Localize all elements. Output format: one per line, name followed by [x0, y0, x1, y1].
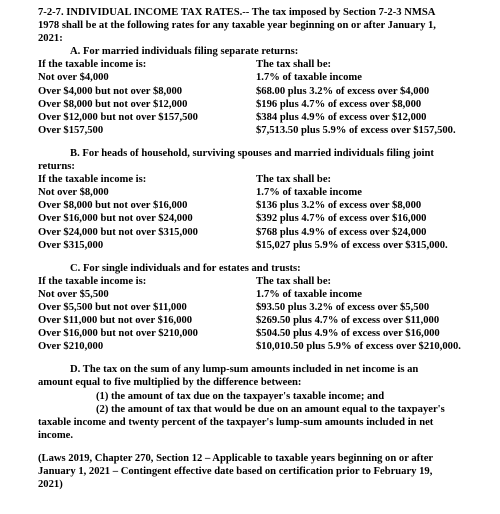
rate-row [38, 98, 482, 111]
income-bracket: Over $4,000 but not over $8,000 [38, 85, 183, 97]
income-bracket: Not over $8,000 [38, 187, 109, 199]
section-d-item-1: (1) the amount of tax due on the taxpayer's taxable income; and [96, 390, 385, 402]
tax-formula: 1.7% of taxable income [256, 288, 362, 300]
spacer [38, 353, 482, 363]
rate-row [38, 327, 482, 340]
section-c-heading: C. For single individuals and for estates and trusts: [70, 262, 301, 274]
spacer [38, 137, 482, 147]
income-column-header: If the taxable income is: [38, 174, 147, 186]
tax-formula: 1.7% of taxable income [256, 72, 362, 84]
rate-row [38, 71, 482, 84]
tax-formula: $68.00 plus 3.2% of excess over $4,000 [256, 85, 430, 97]
rate-row [38, 85, 482, 98]
tax-column-header: The tax shall be: [256, 275, 332, 287]
tax-formula: $196 plus 4.7% of excess over $8,000 [256, 98, 422, 110]
income-bracket: Over $5,500 but not over $11,000 [38, 301, 187, 313]
tax-formula: $269.50 plus 4.7% of excess over $11,000 [256, 315, 440, 327]
rate-row [38, 301, 482, 314]
income-bracket: Over $11,000 but not over $16,000 [38, 315, 193, 327]
intro-line: 7-2-7. INDIVIDUAL INCOME TAX RATES.-- The tax imposed by Section 7-2-3 NMSA [38, 7, 436, 18]
income-bracket: Not over $4,000 [38, 72, 109, 84]
income-bracket: Over $12,000 but not over $157,500 [38, 111, 198, 123]
spacer [38, 252, 482, 262]
income-bracket: Over $24,000 but not over $315,000 [38, 226, 198, 238]
rate-row [38, 111, 482, 124]
rate-row [38, 212, 482, 225]
section-d-text: amount equal to five multiplied by the difference between: [38, 377, 302, 389]
tax-formula: $768 plus 4.9% of excess over $24,000 [256, 226, 427, 238]
section-d-item-2-continued: taxable income and twenty percent of the taxpayer's lump-sum amounts included in net [38, 416, 434, 428]
section-d [38, 363, 482, 442]
section-b-heading: B. For heads of household, surviving spouses and married individuals filing joint [70, 147, 434, 159]
section-d-item-2-continued: income. [38, 429, 74, 441]
tax-formula: $392 plus 4.7% of excess over $16,000 [256, 213, 427, 225]
statute-intro [38, 6, 482, 45]
section-a-heading: A. For married individuals filing separate returns: [70, 46, 299, 58]
tax-formula: $10,010.50 plus 5.9% of excess over $210,000. [256, 341, 461, 353]
income-bracket: Over $157,500 [38, 124, 104, 136]
tax-formula: $384 plus 4.9% of excess over $12,000 [256, 111, 427, 123]
section-a [38, 45, 482, 137]
intro-line: 1978 shall be at the following rates for any taxable year beginning on or after January 1, [38, 20, 436, 32]
section-b [38, 147, 482, 252]
citation-line: 2021) [38, 479, 63, 491]
tax-formula: 1.7% of taxable income [256, 187, 362, 199]
section-b-header-row [38, 173, 482, 186]
intro-line: 2021: [38, 33, 63, 45]
section-c [38, 262, 482, 354]
income-bracket: Over $315,000 [38, 239, 104, 251]
tax-formula: $136 plus 3.2% of excess over $8,000 [256, 200, 422, 212]
tax-formula: $7,513.50 plus 5.9% of excess over $157,500. [256, 124, 456, 136]
rate-row [38, 226, 482, 239]
rate-row [38, 340, 482, 353]
income-bracket: Not over $5,500 [38, 288, 109, 300]
section-c-header-row [38, 275, 482, 288]
rate-row [38, 314, 482, 327]
section-d-item-2: (2) the amount of tax that would be due on an amount equal to the taxpayer's [96, 403, 445, 415]
income-column-header: If the taxable income is: [38, 59, 147, 71]
spacer [38, 442, 482, 452]
section-b-heading-continued: returns: [38, 161, 75, 173]
citation-line: (Laws 2019, Chapter 270, Section 12 – Applicable to taxable years beginning on or after [38, 452, 434, 464]
tax-formula: $504.50 plus 4.9% of excess over $16,000 [256, 328, 440, 340]
income-column-header: If the taxable income is: [38, 275, 147, 287]
rate-row [38, 239, 482, 252]
income-bracket: Over $16,000 but not over $24,000 [38, 213, 193, 225]
section-d-heading: D. The tax on the sum of any lump-sum amounts included in net income is an [70, 364, 419, 376]
income-bracket: Over $8,000 but not over $16,000 [38, 200, 188, 212]
rate-row [38, 186, 482, 199]
tax-formula: $93.50 plus 3.2% of excess over $5,500 [256, 301, 430, 313]
income-bracket: Over $210,000 [38, 341, 104, 353]
tax-formula: $15,027 plus 5.9% of excess over $315,000. [256, 239, 448, 251]
tax-column-header: The tax shall be: [256, 174, 332, 186]
rate-row [38, 199, 482, 212]
citation-line: January 1, 2021 – Contingent effective date based on certification prior to February 19, [38, 466, 433, 477]
rate-row [38, 124, 482, 137]
tax-column-header: The tax shall be: [256, 59, 332, 71]
history-citation [38, 452, 482, 491]
section-a-header-row [38, 58, 482, 71]
rate-row [38, 288, 482, 301]
income-bracket: Over $8,000 but not over $12,000 [38, 98, 188, 110]
income-bracket: Over $16,000 but not over $210,000 [38, 328, 198, 340]
